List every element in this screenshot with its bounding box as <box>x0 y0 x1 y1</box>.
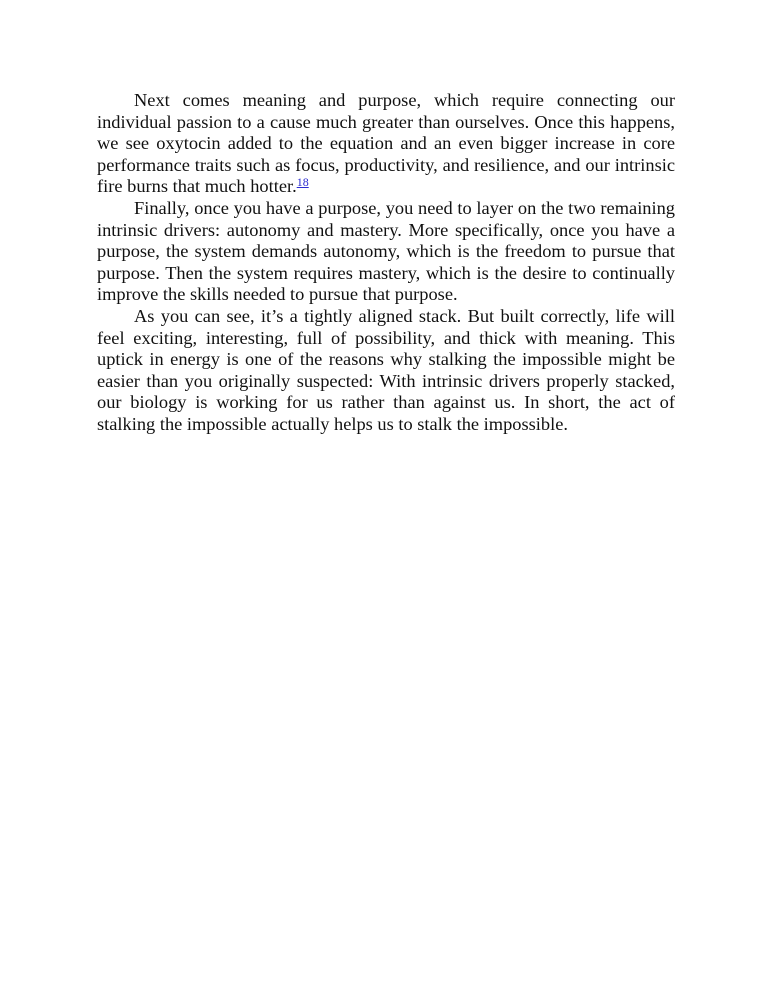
footnote-link[interactable]: 18 <box>296 175 309 190</box>
paragraph-autonomy-mastery <box>97 198 675 306</box>
paragraph-aligned-stack <box>97 306 675 436</box>
paragraph-text: Finally, once you have a purpose, you need to layer on the two remaining intrinsic drivers: autonomy and mastery. More specifically, once you have a purpose, the system demands autonomy, which is the freedom to pursue that purpose. Then the system requires mastery, which is the desire to continually improve the skills needed to pursue that purpose. <box>97 197 675 305</box>
page-body <box>97 90 675 436</box>
paragraph-text: As you can see, it’s a tightly aligned stack. But built correctly, life will feel exciting, interesting, full of possibility, and thick with meaning. This uptick in energy is one of the reasons why stalking the impossible might be easier than you originally suspected: With intrinsic drivers properly stacked, our biology is working for us rather than against us. In short, the act of stalking the impossible actually helps us to stalk the impossible. <box>97 305 675 434</box>
paragraph-text: Next comes meaning and purpose, which require connecting our individual passion to a cause much greater than ourselves. Once this happens, we see oxytocin added to the equation and an even bigger increase in core performance traits such as focus, productivity, and resilience, and our intrinsic fire burns that much hotter. <box>97 90 675 197</box>
paragraph-meaning-purpose <box>97 90 675 198</box>
